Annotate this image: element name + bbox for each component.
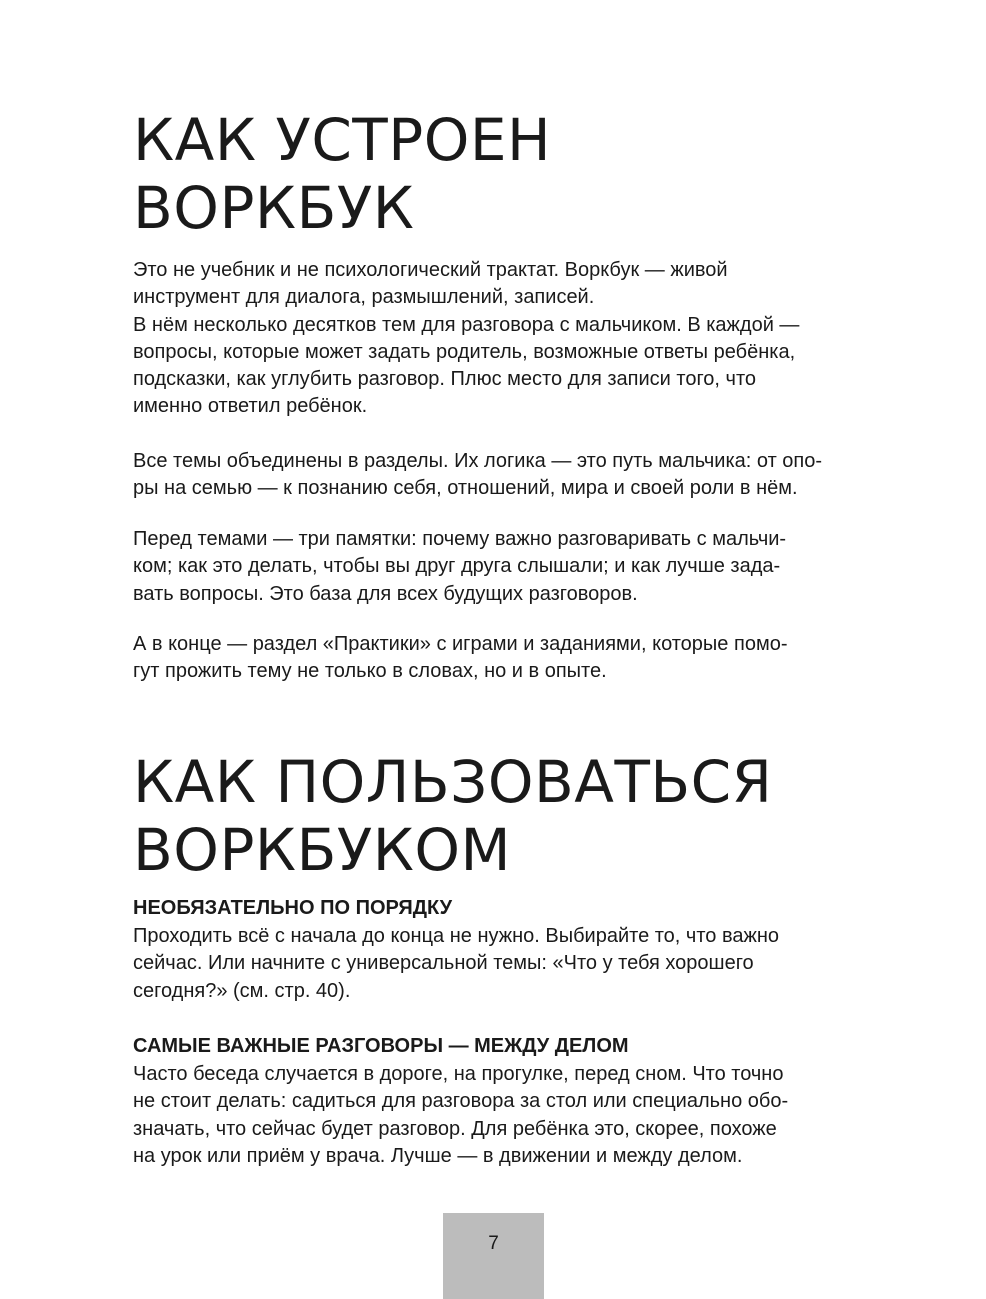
section-title-line: ВОРКБУК [133, 174, 415, 242]
text-line: инструмент для диалога, размышлений, записей. [133, 286, 595, 309]
subheading-not-in-order: НЕОБЯЗАТЕЛЬНО ПО ПОРЯДКУ [133, 897, 453, 919]
section-title-line: ВОРКБУКОМ [133, 816, 512, 884]
text-line: значать, что сейчас будет разговор. Для ребёнка это, скорее, похоже [133, 1117, 777, 1140]
section-title-line: КАК ПОЛЬЗОВАТЬСЯ [133, 748, 773, 816]
text-line: А в конце — раздел «Практики» с играми и заданиями, которые помо- [133, 633, 788, 655]
text-line: именно ответил ребёнок. [133, 395, 368, 418]
page-number-tab [443, 1213, 544, 1299]
text-line: подсказки, как углубить разговор. Плюс место для записи того, что [133, 368, 757, 391]
text-line: сейчас. Или начните с универсальной темы: «Что у тебя хорошего [133, 952, 754, 975]
text-line: на урок или приём у врача. Лучше — в движении и между делом. [133, 1144, 743, 1167]
text-line: вопросы, которые может задать родитель, возможные ответы ребёнка, [133, 340, 796, 363]
text-line: вать вопросы. Это база для всех будущих разговоров. [133, 582, 638, 605]
page-number: 7 [488, 1233, 499, 1254]
text-line: сегодня?» (см. стр. 40). [133, 979, 351, 1002]
sections-paragraph [133, 448, 822, 503]
not-in-order-paragraph [133, 923, 779, 1005]
section-title-how-workbook-built [133, 106, 551, 242]
text-line: Это не учебник и не психологический трактат. Воркбук — живой [133, 259, 728, 281]
text-line: Все темы объединены в разделы. Их логика — это путь мальчика: от опо- [133, 450, 823, 472]
text-line: Перед темами — три памятки: почему важно разговаривать с мальчи- [133, 528, 787, 550]
text-line: ком; как это делать, чтобы вы друг друга слышали; и как лучше зада- [133, 555, 781, 578]
text-line: Часто беседа случается в дороге, на прогулке, перед сном. Что точно [133, 1063, 784, 1085]
memos-paragraph [133, 526, 786, 608]
text-line: не стоит делать: садиться для разговора за стол или специально обо- [133, 1090, 789, 1113]
section-title-how-to-use [133, 748, 772, 884]
subheading-important-talks: САМЫЕ ВАЖНЫЕ РАЗГОВОРЫ — МЕЖДУ ДЕЛОМ [133, 1035, 629, 1057]
text-line: ры на семью — к познанию себя, отношений, мира и своей роли в нём. [133, 477, 798, 500]
important-talks-paragraph [133, 1061, 788, 1170]
section-title-line: КАК УСТРОЕН [133, 106, 552, 174]
text-line: Проходить всё с начала до конца не нужно. Выбирайте то, что важно [133, 925, 780, 947]
intro-paragraph [133, 257, 799, 421]
practices-paragraph [133, 631, 787, 686]
text-line: гут прожить тему не только в словах, но и в опыте. [133, 660, 607, 683]
text-line: В нём несколько десятков тем для разговора с мальчиком. В каждой — [133, 313, 800, 336]
